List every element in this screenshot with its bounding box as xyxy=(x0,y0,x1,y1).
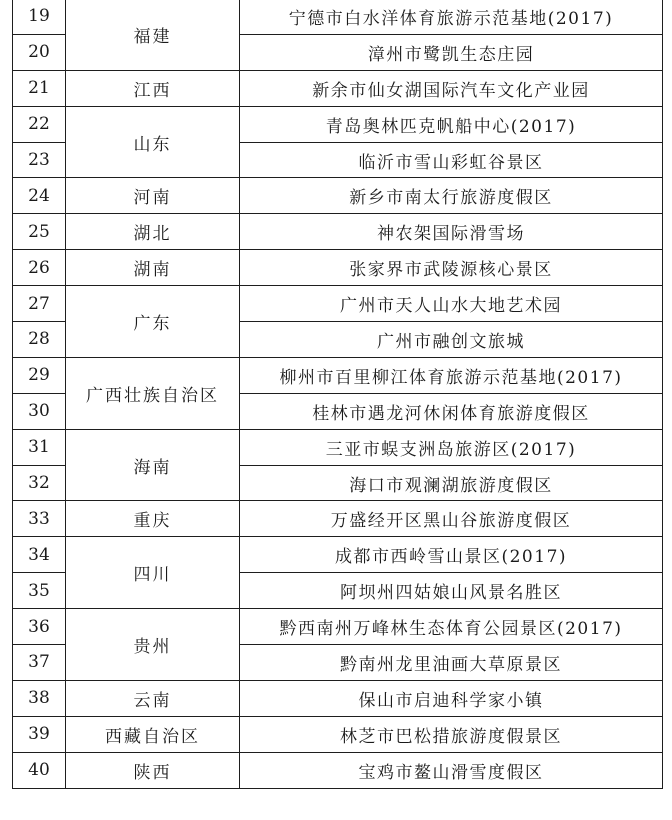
table-row xyxy=(13,537,663,573)
row-number-cell: 29 xyxy=(13,357,66,393)
site-name-cell: 保山市启迪科学家小镇 xyxy=(240,680,663,716)
site-name-cell: 新余市仙女湖国际汽车文化产业园 xyxy=(240,70,663,106)
row-number-cell: 31 xyxy=(13,429,66,465)
row-number-cell: 35 xyxy=(13,573,66,609)
site-name-cell: 柳州市百里柳江体育旅游示范基地(2017) xyxy=(240,357,663,393)
province-cell: 福建 xyxy=(66,0,240,70)
province-cell: 海南 xyxy=(66,429,240,501)
province-cell: 四川 xyxy=(66,537,240,609)
site-name-cell: 广州市融创文旅城 xyxy=(240,322,663,358)
province-cell: 广东 xyxy=(66,286,240,358)
table-row xyxy=(13,286,663,322)
site-name-cell: 海口市观澜湖旅游度假区 xyxy=(240,465,663,501)
row-number-cell: 38 xyxy=(13,680,66,716)
province-cell: 湖南 xyxy=(66,250,240,286)
row-number-cell: 27 xyxy=(13,286,66,322)
site-name-cell: 青岛奥林匹克帆船中心(2017) xyxy=(240,106,663,142)
table-row xyxy=(13,501,663,537)
site-name-cell: 黔西南州万峰林生态体育公园景区(2017) xyxy=(240,609,663,645)
sports-tourism-sites-table xyxy=(12,0,663,789)
province-cell: 贵州 xyxy=(66,609,240,681)
row-number-cell: 32 xyxy=(13,465,66,501)
province-cell: 重庆 xyxy=(66,501,240,537)
table-row xyxy=(13,0,663,34)
row-number-cell: 30 xyxy=(13,393,66,429)
province-cell: 云南 xyxy=(66,680,240,716)
province-cell: 湖北 xyxy=(66,214,240,250)
province-cell: 河南 xyxy=(66,178,240,214)
site-name-cell: 阿坝州四姑娘山风景名胜区 xyxy=(240,573,663,609)
site-name-cell: 漳州市鹭凯生态庄园 xyxy=(240,34,663,70)
table-row xyxy=(13,609,663,645)
row-number-cell: 19 xyxy=(13,0,66,34)
row-number-cell: 34 xyxy=(13,537,66,573)
row-number-cell: 36 xyxy=(13,609,66,645)
site-name-cell: 桂林市遇龙河休闲体育旅游度假区 xyxy=(240,393,663,429)
site-name-cell: 新乡市南太行旅游度假区 xyxy=(240,178,663,214)
row-number-cell: 33 xyxy=(13,501,66,537)
table-row xyxy=(13,680,663,716)
table-row xyxy=(13,357,663,393)
table-row xyxy=(13,214,663,250)
province-cell: 广西壮族自治区 xyxy=(66,357,240,429)
site-name-cell: 广州市天人山水大地艺术园 xyxy=(240,286,663,322)
site-name-cell: 张家界市武陵源核心景区 xyxy=(240,250,663,286)
province-cell: 江西 xyxy=(66,70,240,106)
table-row xyxy=(13,429,663,465)
province-cell: 陕西 xyxy=(66,752,240,788)
row-number-cell: 40 xyxy=(13,752,66,788)
site-name-cell: 宝鸡市鳌山滑雪度假区 xyxy=(240,752,663,788)
table-row xyxy=(13,106,663,142)
table-row xyxy=(13,716,663,752)
site-name-cell: 林芝市巴松措旅游度假景区 xyxy=(240,716,663,752)
site-name-cell: 宁德市白水洋体育旅游示范基地(2017) xyxy=(240,0,663,34)
table-row xyxy=(13,178,663,214)
site-name-cell: 神农架国际滑雪场 xyxy=(240,214,663,250)
row-number-cell: 25 xyxy=(13,214,66,250)
row-number-cell: 26 xyxy=(13,250,66,286)
table-row xyxy=(13,752,663,788)
table-body xyxy=(13,0,663,788)
province-cell: 山东 xyxy=(66,106,240,178)
site-name-cell: 三亚市蜈支洲岛旅游区(2017) xyxy=(240,429,663,465)
table-row xyxy=(13,70,663,106)
site-name-cell: 黔南州龙里油画大草原景区 xyxy=(240,645,663,681)
row-number-cell: 28 xyxy=(13,322,66,358)
row-number-cell: 37 xyxy=(13,645,66,681)
site-name-cell: 临沂市雪山彩虹谷景区 xyxy=(240,142,663,178)
site-name-cell: 万盛经开区黑山谷旅游度假区 xyxy=(240,501,663,537)
province-cell: 西藏自治区 xyxy=(66,716,240,752)
row-number-cell: 24 xyxy=(13,178,66,214)
row-number-cell: 39 xyxy=(13,716,66,752)
row-number-cell: 20 xyxy=(13,34,66,70)
row-number-cell: 22 xyxy=(13,106,66,142)
table-row xyxy=(13,250,663,286)
row-number-cell: 23 xyxy=(13,142,66,178)
site-name-cell: 成都市西岭雪山景区(2017) xyxy=(240,537,663,573)
row-number-cell: 21 xyxy=(13,70,66,106)
